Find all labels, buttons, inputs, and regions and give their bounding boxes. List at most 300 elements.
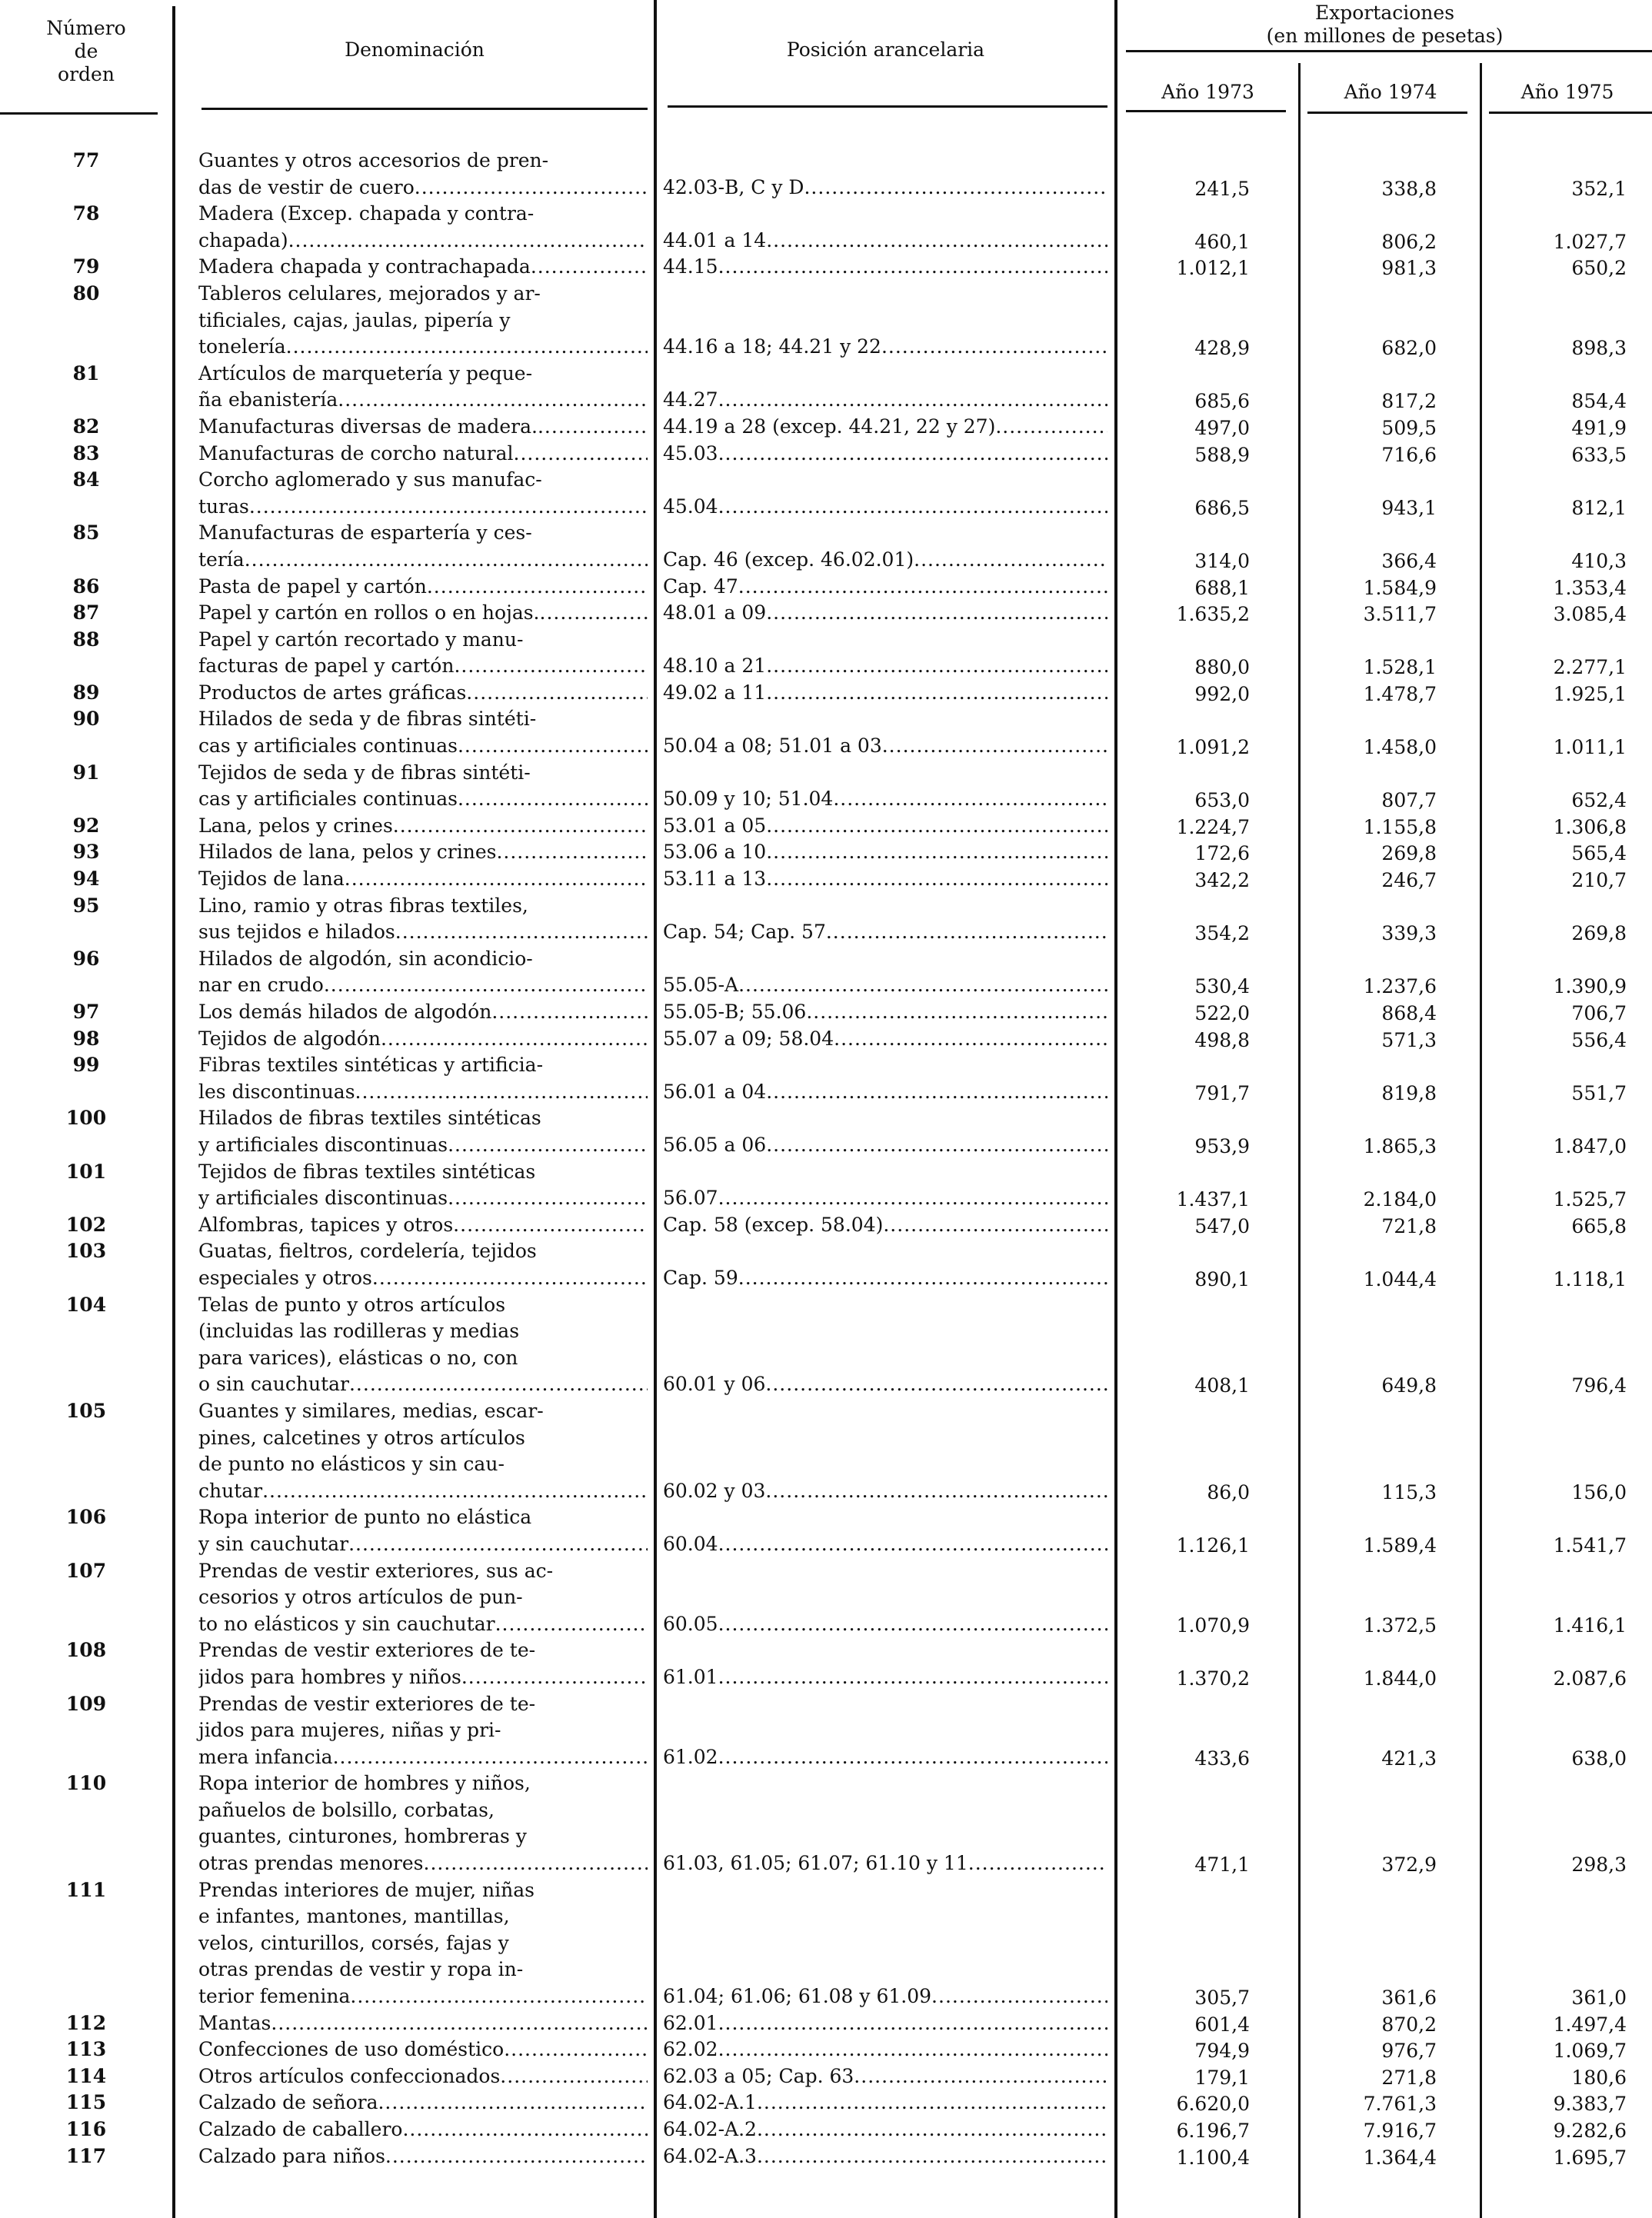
posicion-text: 45.04 [663, 495, 718, 518]
export-value-1973: 1.091,2 [1176, 736, 1250, 759]
order-number: 81 [72, 361, 100, 385]
posicion-arancelaria-cell [663, 175, 1107, 201]
export-value-1973: 1.224,7 [1176, 815, 1250, 838]
table-row [0, 1238, 1652, 1291]
posicion-arancelaria-cell [663, 414, 1107, 441]
dot-leader [500, 2063, 648, 2090]
denominacion-text: nar en crudo [198, 974, 324, 997]
denominacion-cell [198, 1770, 648, 1877]
export-value-1975: 812,1 [1571, 496, 1627, 519]
dot-leader [718, 1531, 1107, 1558]
order-number: 92 [72, 814, 100, 837]
export-value-1974: 1.372,5 [1363, 1614, 1437, 1637]
denominacion-text: Hilados de fibras textiles sintéticas [198, 1107, 541, 1130]
posicion-text: 48.10 a 21 [663, 654, 767, 678]
export-value-1973: 471,1 [1194, 1853, 1250, 1877]
order-number: 104 [65, 1293, 107, 1316]
denominacion-text: Prendas interiores de mujer, niñas [198, 1878, 535, 1901]
order-number: 98 [72, 1027, 100, 1050]
dot-leader [718, 1744, 1107, 1771]
export-value-1974: 1.528,1 [1363, 656, 1437, 679]
export-value-1974: 421,3 [1381, 1747, 1437, 1770]
dot-leader [738, 972, 1107, 999]
dot-leader [834, 1026, 1107, 1053]
export-value-1973: 1.635,2 [1176, 603, 1250, 626]
export-value-1975: 551,7 [1571, 1081, 1627, 1104]
denominacion-cell [198, 600, 648, 627]
dot-leader [914, 547, 1107, 574]
export-value-1975: 9.383,7 [1553, 2093, 1627, 2116]
order-number: 90 [72, 708, 100, 731]
dot-leader [766, 680, 1107, 707]
denominacion-line [198, 919, 648, 946]
posicion-text: 53.01 a 05 [663, 814, 767, 837]
export-value-1974: 716,6 [1381, 443, 1437, 466]
table-row [0, 2036, 1652, 2063]
order-number: 87 [72, 601, 100, 624]
order-number: 95 [72, 894, 100, 917]
export-value-1974: 246,7 [1381, 869, 1437, 892]
export-value-1975: 652,4 [1571, 789, 1627, 812]
denominacion-cell [198, 520, 648, 573]
dot-leader [738, 1265, 1107, 1292]
order-number: 115 [65, 2091, 107, 2114]
denominacion-text: chapada) [198, 228, 288, 251]
header-exportaciones-title: Exportaciones [1314, 2, 1455, 24]
denominacion-text: Alfombras, tapices y otros [198, 1213, 454, 1236]
dot-leader [348, 1531, 648, 1558]
posicion-arancelaria-cell [663, 866, 1107, 893]
export-value-1975: 1.497,4 [1553, 2013, 1627, 2036]
denominacion-cell [198, 148, 648, 201]
export-value-1975: 491,9 [1571, 416, 1627, 439]
dot-leader [968, 1850, 1107, 1877]
denominacion-text: Hilados de seda y de fibras sintéti- [198, 708, 537, 731]
posicion-text: 45.03 [663, 441, 718, 465]
export-value-1975: 1.416,1 [1553, 1614, 1627, 1637]
export-value-1973: 497,0 [1194, 416, 1250, 439]
denominacion-text: tificiales, cajas, jaulas, pipería y [198, 308, 511, 331]
denominacion-line [198, 1930, 648, 1957]
order-number: 117 [65, 2144, 107, 2167]
denominacion-line [198, 1185, 648, 1212]
posicion-text: 49.02 a 11 [663, 681, 767, 704]
dot-leader [466, 680, 648, 707]
order-number: 106 [65, 1506, 107, 1529]
denominacion-line [198, 2116, 648, 2143]
denominacion-text: Pasta de papel y cartón [198, 574, 427, 598]
posicion-text: 53.11 a 13 [663, 868, 767, 891]
header-numero-line: de [74, 40, 98, 62]
denominacion-line [198, 414, 648, 441]
order-number: 108 [65, 1639, 107, 1662]
posicion-text: 60.01 y 06 [663, 1373, 766, 1396]
dot-leader [262, 1478, 648, 1505]
export-value-1974: 3.511,7 [1363, 603, 1437, 626]
export-value-1973: 890,1 [1194, 1267, 1250, 1291]
order-number: 109 [65, 1692, 107, 1715]
denominacion-cell [198, 1398, 648, 1504]
export-value-1975: 796,4 [1571, 1374, 1627, 1397]
export-value-1974: 943,1 [1381, 496, 1437, 519]
denominacion-cell [198, 1504, 648, 1557]
dot-leader [448, 1132, 648, 1159]
export-value-1975: 1.027,7 [1553, 230, 1627, 253]
export-value-1975: 633,5 [1571, 443, 1627, 466]
denominacion-cell [198, 1159, 648, 1212]
table-row [0, 1770, 1652, 1877]
export-value-1975: 650,2 [1571, 257, 1627, 280]
header-denominacion: Denominación [345, 38, 485, 61]
denominacion-line [198, 972, 648, 999]
dot-leader [458, 786, 648, 813]
export-value-1975: 1.541,7 [1553, 1534, 1627, 1557]
table-body [0, 148, 1652, 2170]
order-number: 97 [72, 1001, 100, 1024]
dot-leader [402, 2116, 648, 2143]
dot-leader [718, 2036, 1107, 2063]
posicion-text: Cap. 47 [663, 574, 738, 598]
table-row [0, 2010, 1652, 2037]
table-row [0, 361, 1652, 414]
denominacion-cell [198, 2063, 648, 2090]
denominacion-text: turas [198, 495, 249, 518]
dot-leader [345, 866, 648, 893]
denominacion-text: Los demás hilados de algodón [198, 1001, 492, 1024]
dot-leader [766, 813, 1107, 840]
denominacion-line [198, 1637, 648, 1664]
denominacion-cell [198, 866, 648, 893]
denominacion-text: cas y artificiales continuas [198, 734, 458, 758]
export-value-1973: 1.126,1 [1176, 1534, 1250, 1557]
table-row [0, 600, 1652, 627]
dot-leader [385, 2143, 648, 2170]
header-numero-line: orden [58, 63, 115, 85]
export-value-1975: 352,1 [1571, 177, 1627, 200]
posicion-text: 64.02-A.2 [663, 2118, 757, 2141]
denominacion-text: tería [198, 548, 245, 571]
denominacion-line [198, 1877, 648, 1904]
denominacion-line [198, 680, 648, 707]
export-value-1975: 269,8 [1571, 922, 1627, 945]
dot-leader [538, 414, 648, 441]
denominacion-line [198, 1823, 648, 1850]
header-exportaciones [1117, 2, 1652, 48]
denominacion-cell [198, 1292, 648, 1398]
dot-leader [458, 733, 648, 760]
denominacion-text: Ropa interior de hombres y niños, [198, 1772, 531, 1795]
denominacion-text: sus tejidos e hilados [198, 921, 395, 944]
table-row [0, 1398, 1652, 1504]
denominacion-line [198, 1717, 648, 1744]
denominacion-cell [198, 1212, 648, 1239]
export-value-1974: 807,7 [1381, 789, 1437, 812]
denominacion-text: otras prendas menores [198, 1852, 424, 1875]
denominacion-text: otras prendas de vestir y ropa in- [198, 1958, 524, 1981]
denominacion-text: terior femenina [198, 1985, 351, 2008]
export-value-1973: 530,4 [1194, 975, 1250, 998]
dot-leader [288, 228, 648, 255]
dot-leader [766, 600, 1107, 627]
dot-leader [718, 494, 1107, 521]
export-value-1975: 1.695,7 [1553, 2146, 1627, 2169]
dot-leader [718, 254, 1107, 281]
order-number: 80 [72, 281, 100, 305]
posicion-arancelaria-cell [663, 494, 1107, 521]
export-value-1973: 6.196,7 [1176, 2120, 1250, 2143]
denominacion-text: Productos de artes gráficas [198, 681, 467, 704]
posicion-text: 44.15 [663, 255, 718, 278]
table-row [0, 441, 1652, 468]
export-value-1975: 2.087,6 [1553, 1667, 1627, 1690]
table-row [0, 520, 1652, 573]
export-value-1974: 1.364,4 [1363, 2146, 1437, 2169]
denominacion-cell [198, 467, 648, 520]
denominacion-cell [198, 2143, 648, 2170]
dot-leader [854, 2063, 1107, 2090]
denominacion-line [198, 1159, 648, 1186]
order-number: 101 [65, 1160, 107, 1183]
denominacion-line [198, 361, 648, 388]
denominacion-line [198, 281, 648, 308]
dot-leader [372, 1265, 648, 1292]
denominacion-cell [198, 1637, 648, 1690]
dot-leader [333, 1744, 648, 1771]
posicion-arancelaria-cell [663, 1531, 1107, 1558]
denominacion-line [198, 1318, 648, 1345]
table-row [0, 1159, 1652, 1212]
order-number: 102 [65, 1213, 107, 1236]
denominacion-text: Prendas de vestir exteriores de te- [198, 1692, 536, 1715]
export-value-1974: 721,8 [1381, 1214, 1437, 1237]
dot-leader [393, 813, 648, 840]
denominacion-cell [198, 201, 648, 254]
denominacion-line [198, 600, 648, 627]
header-posicion-arancelaria: Posición arancelaria [786, 38, 985, 61]
denominacion-line [198, 893, 648, 920]
export-value-1975: 1.390,9 [1553, 975, 1627, 998]
export-value-1973: 354,2 [1194, 922, 1250, 945]
dot-leader [766, 1132, 1107, 1159]
dot-leader [766, 839, 1107, 866]
export-value-1974: 2.184,0 [1363, 1188, 1437, 1211]
dot-leader [883, 1212, 1107, 1239]
denominacion-line [198, 706, 648, 733]
denominacion-cell [198, 706, 648, 759]
posicion-text: 53.06 a 10 [663, 841, 767, 864]
denominacion-cell [198, 361, 648, 414]
posicion-text: 60.02 y 03 [663, 1479, 766, 1502]
export-value-1973: 588,9 [1194, 443, 1250, 466]
posicion-text: Cap. 58 (excep. 58.04) [663, 1213, 884, 1236]
export-value-1973: 1.100,4 [1176, 2146, 1250, 2169]
export-value-1973: 953,9 [1194, 1134, 1250, 1157]
denominacion-text: les discontinuas [198, 1080, 355, 1103]
posicion-arancelaria-cell [663, 2116, 1107, 2143]
export-value-1973: 601,4 [1194, 2013, 1250, 2036]
posicion-arancelaria-cell [663, 228, 1107, 255]
denominacion-line [198, 387, 648, 414]
denominacion-text: Corcho aglomerado y sus manufac- [198, 468, 542, 491]
table-row [0, 1026, 1652, 1053]
export-value-1974: 366,4 [1381, 549, 1437, 572]
denominacion-line [198, 1132, 648, 1159]
denominacion-cell [198, 414, 648, 441]
table-row [0, 839, 1652, 866]
dot-leader [881, 334, 1107, 361]
order-number: 83 [72, 441, 100, 465]
denominacion-line [198, 1425, 648, 1452]
denominacion-line [198, 760, 648, 787]
export-value-1974: 339,3 [1381, 922, 1437, 945]
posicion-arancelaria-cell [663, 334, 1107, 361]
denominacion-line [198, 441, 648, 468]
dot-leader [995, 414, 1107, 441]
order-number: 105 [65, 1399, 107, 1422]
order-number: 103 [65, 1240, 107, 1263]
order-number: 116 [65, 2118, 107, 2141]
denominacion-cell [198, 946, 648, 999]
denominacion-text: jidos para hombres y niños [198, 1665, 461, 1688]
export-value-1974: 1.584,9 [1363, 576, 1437, 599]
denominacion-text: (incluidas las rodilleras y medias [198, 1320, 520, 1343]
denominacion-text: Manufacturas de corcho natural [198, 441, 514, 465]
dot-leader [491, 999, 648, 1026]
denominacion-text: Tejidos de algodón [198, 1027, 381, 1050]
posicion-arancelaria-cell [663, 680, 1107, 707]
table-row [0, 893, 1652, 946]
export-value-1975: 1.306,8 [1553, 815, 1627, 838]
denominacion-text: chutar [198, 1479, 263, 1502]
denominacion-cell [198, 281, 648, 361]
table-row [0, 201, 1652, 254]
denominacion-line [198, 148, 648, 175]
export-value-1974: 976,7 [1381, 2040, 1437, 2063]
export-value-1974: 1.478,7 [1363, 682, 1437, 705]
denominacion-text: Telas de punto y otros artículos [198, 1293, 506, 1316]
denominacion-cell [198, 1052, 648, 1105]
denominacion-line [198, 2143, 648, 2170]
export-value-1973: 794,9 [1194, 2040, 1250, 2063]
denominacion-text: velos, cinturillos, corsés, fajas y [198, 1931, 509, 1954]
denominacion-cell [198, 999, 648, 1026]
export-value-1973: 498,8 [1194, 1028, 1250, 1051]
dot-leader [718, 1611, 1107, 1638]
posicion-arancelaria-cell [663, 1185, 1107, 1212]
denominacion-text: o sin cauchutar [198, 1373, 349, 1396]
dot-leader [718, 387, 1107, 414]
dot-leader [514, 441, 648, 468]
denominacion-line [198, 254, 648, 281]
header-year-1975: Año 1975 [1520, 81, 1614, 103]
export-value-1975: 1.118,1 [1553, 1267, 1627, 1291]
denominacion-text: y artificiales discontinuas [198, 1187, 448, 1210]
denominacion-text: Madera (Excep. chapada y contra- [198, 202, 535, 225]
denominacion-cell [198, 1026, 648, 1053]
header-rule [668, 105, 1107, 108]
denominacion-text: facturas de papel y cartón [198, 654, 455, 678]
denominacion-cell [198, 680, 648, 707]
denominacion-cell [198, 2010, 648, 2037]
table-row [0, 706, 1652, 759]
export-value-1974: 870,2 [1381, 2013, 1437, 2036]
dot-leader [882, 733, 1107, 760]
denominacion-cell [198, 2090, 648, 2116]
denominacion-text: ña ebanistería [198, 388, 338, 411]
table-row [0, 999, 1652, 1026]
denominacion-text: mera infancia [198, 1745, 333, 1768]
denominacion-text: cesorios y otros artículos de pun- [198, 1586, 523, 1609]
export-value-1973: 685,6 [1194, 390, 1250, 413]
dot-leader [540, 600, 648, 627]
export-value-1973: 1.370,2 [1176, 1667, 1250, 1690]
dot-leader [806, 999, 1107, 1026]
dot-leader [718, 441, 1107, 468]
export-value-1975: 706,7 [1571, 1002, 1627, 1025]
posicion-text: 61.03, 61.05; 61.07; 61.10 y 11 [663, 1852, 968, 1875]
denominacion-cell [198, 2116, 648, 2143]
posicion-text: 61.02 [663, 1745, 718, 1768]
table-row [0, 254, 1652, 281]
denominacion-line [198, 1345, 648, 1372]
denominacion-line [198, 201, 648, 228]
export-value-1974: 115,3 [1381, 1480, 1437, 1504]
denominacion-line [198, 1611, 648, 1638]
export-value-1975: 2.277,1 [1553, 656, 1627, 679]
export-value-1975: 1.525,7 [1553, 1188, 1627, 1211]
denominacion-line [198, 1531, 648, 1558]
denominacion-cell [198, 627, 648, 680]
table-row [0, 148, 1652, 201]
posicion-arancelaria-cell [663, 574, 1107, 601]
dot-leader [738, 574, 1107, 601]
denominacion-line [198, 839, 648, 866]
dot-leader [766, 866, 1107, 893]
order-number: 89 [72, 681, 100, 704]
posicion-text: 56.05 a 06 [663, 1133, 767, 1156]
denominacion-line [198, 1292, 648, 1319]
export-value-1975: 1.011,1 [1553, 736, 1627, 759]
denominacion-line [198, 2010, 648, 2037]
denominacion-text: Madera chapada y contrachapada [198, 255, 531, 278]
export-value-1974: 271,8 [1381, 2066, 1437, 2089]
table-row [0, 2063, 1652, 2090]
export-value-1973: 880,0 [1194, 656, 1250, 679]
denominacion-line [198, 334, 648, 361]
dot-leader [381, 1026, 648, 1053]
dot-leader [931, 1983, 1107, 2010]
denominacion-text: Tejidos de lana [198, 868, 345, 891]
export-value-1975: 665,8 [1571, 1214, 1627, 1237]
denominacion-line [198, 467, 648, 494]
export-value-1974: 372,9 [1381, 1853, 1437, 1877]
denominacion-text: Manufacturas de espartería y ces- [198, 521, 532, 545]
denominacion-cell [198, 2036, 648, 2063]
posicion-arancelaria-cell [663, 2010, 1107, 2037]
denominacion-line [198, 999, 648, 1026]
export-value-1973: 686,5 [1194, 496, 1250, 519]
export-value-1973: 172,6 [1194, 842, 1250, 865]
denominacion-text: Calzado para niños [198, 2144, 385, 2167]
posicion-arancelaria-cell [663, 972, 1107, 999]
table-row [0, 680, 1652, 707]
posicion-arancelaria-cell [663, 2063, 1107, 2090]
posicion-arancelaria-cell [663, 653, 1107, 680]
dot-leader [504, 2036, 648, 2063]
export-value-1975: 3.085,4 [1553, 603, 1627, 626]
table-row [0, 1052, 1652, 1105]
export-value-1974: 682,0 [1381, 337, 1437, 360]
